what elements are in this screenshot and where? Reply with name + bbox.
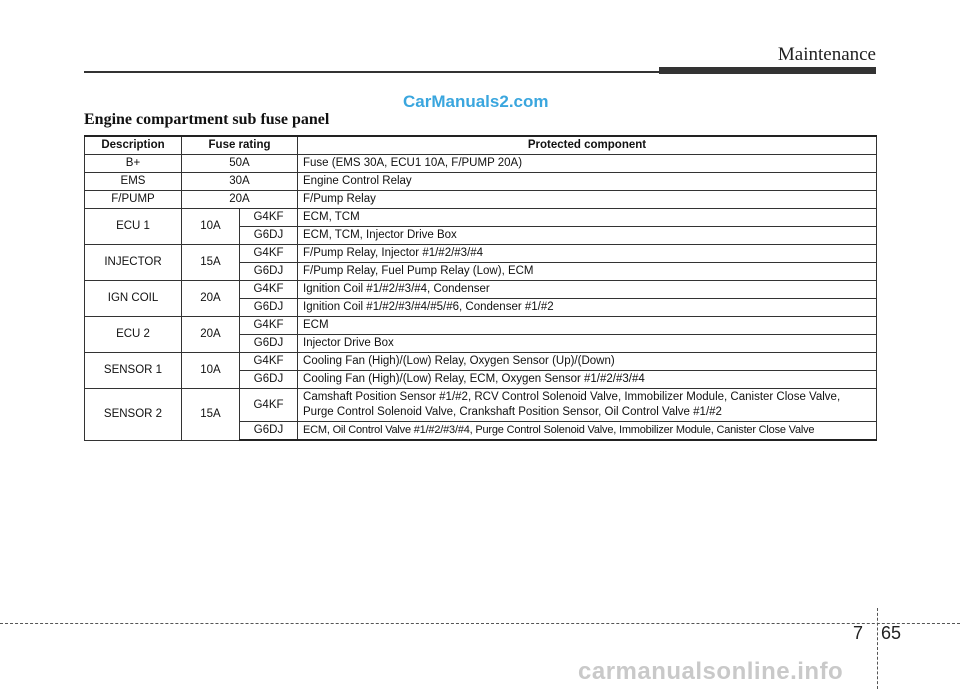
engine-cell: G4KF <box>240 353 298 371</box>
engine-cell: G6DJ <box>240 371 298 389</box>
table-row <box>85 191 877 209</box>
panel-title: Engine compartment sub fuse panel <box>84 111 330 128</box>
footer-divider <box>0 623 960 624</box>
component-cell: ECM, Oil Control Valve #1/#2/#3/#4, Purge Control Solenoid Valve, Immobilizer Module, Canister Close Valve <box>298 422 877 441</box>
component-cell: F/Pump Relay, Fuel Pump Relay (Low), ECM <box>298 263 877 281</box>
section-title: Maintenance <box>777 44 876 65</box>
engine-cell: G6DJ <box>240 299 298 317</box>
rating-cell: 50A <box>182 155 298 173</box>
component-cell: ECM, TCM <box>298 209 877 227</box>
component-cell: Ignition Coil #1/#2/#3/#4, Condenser <box>298 281 877 299</box>
component-cell: Engine Control Relay <box>298 173 877 191</box>
description-cell: IGN COIL <box>85 281 182 317</box>
component-line-1: Camshaft Position Sensor #1/#2, RCV Control Solenoid Valve, Immobilizer Module, Canister Close Valve, <box>303 391 841 403</box>
component-cell: ECM, TCM, Injector Drive Box <box>298 227 877 245</box>
chapter-number: 7 <box>853 623 864 643</box>
watermark[interactable]: CarManuals2.com <box>403 92 549 111</box>
description-cell: SENSOR 1 <box>85 353 182 389</box>
table-row <box>85 389 877 422</box>
component-cell: F/Pump Relay <box>298 191 877 209</box>
table-header-row <box>85 136 877 155</box>
engine-cell: G4KF <box>240 389 298 422</box>
fuse-table <box>84 135 877 441</box>
component-cell: Ignition Coil #1/#2/#3/#4/#5/#6, Condenser #1/#2 <box>298 299 877 317</box>
component-cell: Cooling Fan (High)/(Low) Relay, ECM, Oxygen Sensor #1/#2/#3/#4 <box>298 371 877 389</box>
rating-cell: 15A <box>182 389 240 441</box>
table-row <box>85 155 877 173</box>
description-cell: ECU 1 <box>85 209 182 245</box>
rating-cell: 10A <box>182 353 240 389</box>
description-cell: SENSOR 2 <box>85 389 182 441</box>
page-number-divider <box>877 608 878 689</box>
header-rule-accent <box>659 67 876 74</box>
engine-cell: G4KF <box>240 317 298 335</box>
header-fuse-rating: Fuse rating <box>182 136 298 155</box>
header-protected-component: Protected component <box>298 136 877 155</box>
rating-cell: 15A <box>182 245 240 281</box>
table-row <box>85 209 877 227</box>
table-row <box>85 353 877 371</box>
description-cell: B+ <box>85 155 182 173</box>
component-cell: ECM <box>298 317 877 335</box>
rating-cell: 20A <box>182 281 240 317</box>
component-cell: Fuse (EMS 30A, ECU1 10A, F/PUMP 20A) <box>298 155 877 173</box>
engine-cell: G6DJ <box>240 227 298 245</box>
table-row <box>85 173 877 191</box>
header-rule <box>84 71 659 73</box>
footer-watermark[interactable]: carmanualsonline.info <box>578 658 844 685</box>
description-cell: EMS <box>85 173 182 191</box>
engine-cell: G6DJ <box>240 335 298 353</box>
rating-cell: 30A <box>182 173 298 191</box>
table-row <box>85 281 877 299</box>
rating-cell: 20A <box>182 317 240 353</box>
description-cell: F/PUMP <box>85 191 182 209</box>
header-description: Description <box>85 136 182 155</box>
description-cell: INJECTOR <box>85 245 182 281</box>
engine-cell: G4KF <box>240 245 298 263</box>
component-cell: Injector Drive Box <box>298 335 877 353</box>
engine-cell: G6DJ <box>240 263 298 281</box>
description-cell: ECU 2 <box>85 317 182 353</box>
component-cell: Cooling Fan (High)/(Low) Relay, Oxygen Sensor (Up)/(Down) <box>298 353 877 371</box>
page-number: 65 <box>881 623 902 643</box>
engine-cell: G4KF <box>240 281 298 299</box>
component-line-2: Purge Control Solenoid Valve, Crankshaft Position Sensor, Oil Control Valve #1/#2 <box>303 406 722 418</box>
engine-cell: G4KF <box>240 209 298 227</box>
table-row <box>85 245 877 263</box>
engine-cell: G6DJ <box>240 422 298 441</box>
component-cell: F/Pump Relay, Injector #1/#2/#3/#4 <box>298 245 877 263</box>
component-cell <box>298 389 877 422</box>
rating-cell: 20A <box>182 191 298 209</box>
rating-cell: 10A <box>182 209 240 245</box>
table-row <box>85 317 877 335</box>
